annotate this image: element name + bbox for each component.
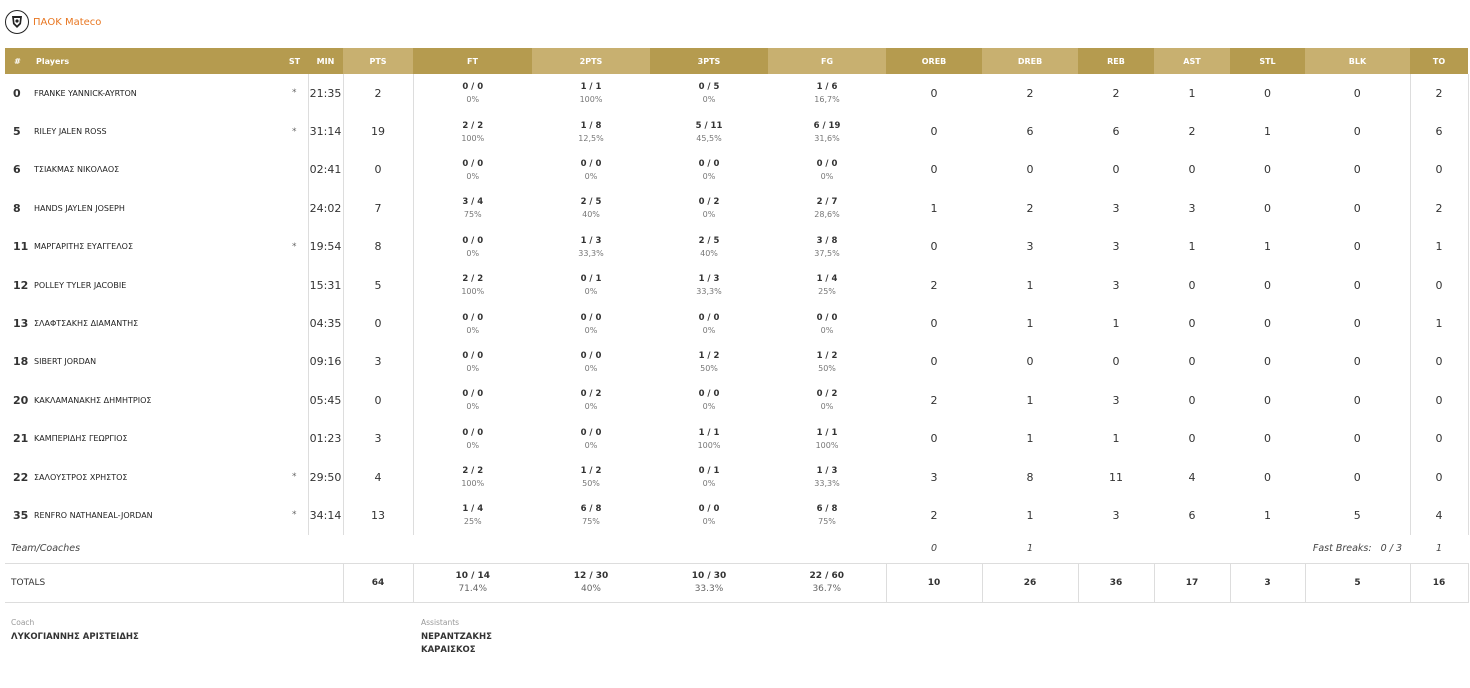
player-ast: 0 (1188, 278, 1196, 292)
player-reb: 3 (1112, 393, 1120, 407)
totals-3pts: 10 / 30 33.3% (650, 563, 768, 602)
player-dreb: 8 (1026, 470, 1034, 484)
totals-blk: 5 (1305, 563, 1410, 602)
totals-ft: 10 / 14 71.4% (413, 563, 532, 602)
player-stl: 0 (1264, 470, 1271, 484)
player-blk: 0 (1353, 470, 1361, 484)
player-ft: 2 / 2 100% (413, 458, 532, 496)
player-fg: 0 / 0 0% (816, 312, 838, 335)
assistants-label: Assistants (421, 618, 460, 627)
player-fg: 3 / 8 37,5% (814, 235, 840, 258)
totals-label: TOTALS (5, 563, 343, 602)
player-reb: 11 (1109, 470, 1123, 484)
player-row[interactable] (5, 112, 1468, 150)
col-header-min: MIN (308, 48, 343, 74)
player-points: 0 (374, 163, 382, 177)
player-number: 8 (13, 201, 21, 215)
player-minutes: 19:54 (308, 228, 343, 266)
player-points: 5 (374, 278, 382, 292)
player-row[interactable] (5, 304, 1468, 342)
player-name[interactable]: ΜΑΡΓΑΡΙΤΗΣ ΕΥΑΓΓΕΛΟΣ (34, 242, 134, 252)
player-reb: 1 (1112, 432, 1120, 446)
team-oreb: 0 (930, 543, 938, 555)
team-dreb: 1 (1026, 543, 1034, 555)
player-row[interactable] (5, 343, 1468, 381)
player-blk: 0 (1353, 163, 1361, 177)
totals-to: 16 (1410, 563, 1468, 602)
player-blk: 0 (1353, 240, 1361, 254)
player-name[interactable]: ΚΑΜΠΕΡΙΔΗΣ ΓΕΩΡΓΙΟΣ (34, 434, 128, 444)
player-to: 0 (1410, 151, 1468, 189)
player-stl: 0 (1264, 355, 1271, 369)
player-points: 8 (374, 240, 382, 254)
player-dreb: 1 (1026, 393, 1034, 407)
player-oreb: 1 (930, 201, 938, 215)
col-header-2pts: 2PTS (532, 48, 650, 74)
col-header-fg: FG (768, 48, 886, 74)
starter-mark: * (281, 112, 308, 150)
player-ft: 0 / 0 0% (413, 420, 532, 458)
player-number: 21 (13, 432, 29, 446)
player-2pts: 0 / 0 0% (580, 158, 602, 181)
fast-breaks (1230, 535, 1410, 564)
player-ast: 0 (1188, 317, 1196, 331)
starter-mark: * (281, 74, 308, 112)
player-2pts: 0 / 0 0% (580, 312, 602, 335)
player-fg: 1 / 4 25% (816, 274, 838, 297)
player-3pts: 0 / 5 0% (698, 82, 720, 105)
player-number: 5 (13, 125, 21, 139)
player-number: 18 (13, 355, 29, 369)
player-points: 2 (374, 86, 382, 100)
player-reb: 0 (1112, 163, 1120, 177)
team-to: 1 (1435, 543, 1443, 555)
player-row[interactable] (5, 381, 1468, 419)
player-fg: 6 / 8 75% (816, 504, 838, 527)
player-minutes: 04:35 (308, 304, 343, 342)
totals-pts: 64 (343, 563, 413, 602)
player-stl: 0 (1264, 163, 1271, 177)
player-name[interactable]: POLLEY TYLER JACOBIE (34, 280, 127, 290)
player-to: 4 (1410, 496, 1468, 534)
player-oreb: 2 (930, 508, 938, 522)
player-to: 6 (1410, 112, 1468, 150)
player-blk: 5 (1353, 508, 1361, 522)
player-minutes: 09:16 (308, 343, 343, 381)
player-minutes: 01:23 (308, 420, 343, 458)
player-ast: 2 (1188, 125, 1196, 139)
player-minutes: 24:02 (308, 189, 343, 227)
player-ast: 3 (1188, 201, 1196, 215)
player-3pts: 1 / 3 33,3% (696, 274, 722, 297)
player-blk: 0 (1353, 278, 1361, 292)
col-header-blk: BLK (1305, 48, 1410, 74)
player-to: 0 (1410, 458, 1468, 496)
player-reb: 3 (1112, 508, 1120, 522)
player-3pts: 0 / 2 0% (698, 197, 720, 220)
player-dreb: 1 (1026, 317, 1034, 331)
assistants-section (421, 618, 492, 657)
player-name[interactable]: ΣΑΛΟΥΣΤΡΟΣ ΧΡΗΣΤΟΣ (34, 472, 128, 482)
player-fg: 2 / 7 28,6% (814, 197, 840, 220)
player-ast: 6 (1188, 508, 1196, 522)
player-number: 6 (13, 163, 21, 177)
assistant-name: ΚΑΡΑΙΣΚΟΣ (421, 645, 476, 655)
player-blk: 0 (1353, 201, 1361, 215)
player-dreb: 1 (1026, 432, 1034, 446)
player-points: 3 (374, 355, 382, 369)
player-3pts: 0 / 0 0% (698, 158, 720, 181)
player-stl: 1 (1264, 125, 1271, 139)
player-points: 4 (374, 470, 382, 484)
player-number: 20 (13, 393, 29, 407)
player-ast: 0 (1188, 393, 1196, 407)
player-2pts: 6 / 8 75% (580, 504, 602, 527)
player-minutes: 02:41 (308, 151, 343, 189)
player-ast: 0 (1188, 432, 1196, 446)
player-ft: 0 / 0 0% (413, 381, 532, 419)
col-header-number: # (5, 48, 30, 74)
coach-label: Coach (11, 618, 35, 627)
player-minutes: 05:45 (308, 381, 343, 419)
team-crest-icon (5, 10, 29, 34)
player-name[interactable]: ΣΛΑΦΤΣΑΚΗΣ ΔΙΑΜΑΝΤΗΣ (34, 319, 139, 329)
player-name[interactable]: RILEY JALEN ROSS (34, 127, 107, 137)
starter-mark (281, 381, 308, 419)
player-2pts: 1 / 1 100% (579, 82, 603, 105)
player-fg: 1 / 1 100% (815, 427, 839, 450)
player-oreb: 0 (930, 240, 938, 254)
player-name[interactable]: ΚΑΚΛΑΜΑΝΑΚΗΣ ΔΗΜΗΤΡΙΟΣ (34, 395, 152, 405)
player-ft: 2 / 2 100% (413, 112, 532, 150)
player-number: 35 (13, 508, 29, 522)
player-3pts: 0 / 0 0% (698, 389, 720, 412)
col-header-st: ST (281, 48, 308, 74)
player-2pts: 2 / 5 40% (580, 197, 602, 220)
player-stl: 0 (1264, 432, 1271, 446)
team-header (5, 10, 101, 34)
col-header-stl: STL (1230, 48, 1305, 74)
player-2pts: 1 / 8 12,5% (578, 120, 604, 143)
player-oreb: 0 (930, 317, 938, 331)
player-stl: 1 (1264, 240, 1271, 254)
player-oreb: 2 (930, 278, 938, 292)
player-fg: 1 / 2 50% (816, 350, 838, 373)
team-name[interactable]: ΠΑΟΚ Mateco (33, 16, 102, 28)
player-name[interactable]: ΤΣΙΑΚΜΑΣ ΝΙΚΟΛΑΟΣ (34, 165, 120, 175)
player-stl: 0 (1264, 86, 1271, 100)
player-2pts: 0 / 1 0% (580, 274, 602, 297)
player-reb: 1 (1112, 317, 1120, 331)
player-fg: 1 / 3 33,3% (814, 466, 840, 489)
table-header-row (5, 48, 1468, 74)
player-blk: 0 (1353, 317, 1361, 331)
col-header-reb: REB (1078, 48, 1154, 74)
player-row[interactable] (5, 189, 1468, 227)
player-minutes: 31:14 (308, 112, 343, 150)
player-minutes: 34:14 (308, 496, 343, 534)
col-header-to: TO (1410, 48, 1468, 74)
player-blk: 0 (1353, 125, 1361, 139)
team-coaches-label: Team/Coaches (11, 543, 81, 555)
starter-mark (281, 420, 308, 458)
player-reb: 6 (1112, 125, 1120, 139)
player-number: 22 (13, 470, 29, 484)
col-header-3pts: 3PTS (650, 48, 768, 74)
starter-mark (281, 343, 308, 381)
player-row[interactable] (5, 420, 1468, 458)
player-points: 19 (371, 125, 385, 139)
player-fg: 0 / 2 0% (816, 389, 838, 412)
player-number: 12 (13, 278, 29, 292)
player-oreb: 0 (930, 86, 938, 100)
totals-oreb: 10 (886, 563, 982, 602)
player-to: 1 (1410, 228, 1468, 266)
player-ft: 0 / 0 0% (413, 228, 532, 266)
player-ft: 1 / 4 25% (413, 496, 532, 534)
player-ast: 0 (1188, 355, 1196, 369)
player-3pts: 0 / 0 0% (698, 504, 720, 527)
player-stl: 0 (1264, 393, 1271, 407)
assistant-name: ΝΕΡΑΝΤΖΑΚΗΣ (421, 632, 492, 642)
player-reb: 0 (1112, 355, 1120, 369)
col-header-pts: PTS (343, 48, 413, 74)
player-ft: 0 / 0 0% (413, 74, 532, 112)
player-row[interactable] (5, 266, 1468, 304)
box-score-table (5, 48, 1469, 603)
player-ft: 0 / 0 0% (413, 151, 532, 189)
player-name[interactable]: FRANKE YANNICK-AYRTON (34, 88, 137, 98)
fast-breaks-value: 0 / 3 (1380, 543, 1402, 555)
player-points: 13 (371, 508, 385, 522)
totals-fg: 22 / 60 36.7% (768, 563, 886, 602)
player-blk: 0 (1353, 393, 1361, 407)
player-3pts: 2 / 5 40% (698, 235, 720, 258)
player-minutes: 15:31 (308, 266, 343, 304)
player-to: 0 (1410, 343, 1468, 381)
player-reb: 2 (1112, 86, 1120, 100)
player-name[interactable]: RENFRO NATHANEAL-JORDAN (34, 510, 153, 520)
totals-dreb: 26 (982, 563, 1078, 602)
player-oreb: 0 (930, 125, 938, 139)
player-oreb: 0 (930, 355, 938, 369)
player-minutes: 29:50 (308, 458, 343, 496)
player-number: 0 (13, 86, 21, 100)
player-points: 3 (374, 432, 382, 446)
starter-mark (281, 266, 308, 304)
player-to: 2 (1410, 189, 1468, 227)
totals-reb: 36 (1078, 563, 1154, 602)
player-to: 0 (1410, 420, 1468, 458)
coach-section (11, 618, 139, 644)
player-to: 1 (1410, 304, 1468, 342)
player-2pts: 0 / 2 0% (580, 389, 602, 412)
player-blk: 0 (1353, 355, 1361, 369)
player-number: 13 (13, 317, 29, 331)
coach-name: ΛΥΚΟΓΙΑΝΝΗΣ ΑΡΙΣΤΕΙΔΗΣ (11, 632, 139, 642)
player-ast: 1 (1188, 240, 1196, 254)
player-dreb: 0 (1026, 355, 1034, 369)
fast-breaks-label: Fast Breaks: (1312, 543, 1372, 555)
player-fg: 6 / 19 31,6% (813, 120, 841, 143)
player-ft: 3 / 4 75% (413, 189, 532, 227)
starter-mark: * (281, 458, 308, 496)
player-name[interactable]: HANDS JAYLEN JOSEPH (34, 203, 125, 213)
player-2pts: 1 / 3 33,3% (578, 235, 604, 258)
player-reb: 3 (1112, 240, 1120, 254)
player-row[interactable] (5, 151, 1468, 189)
player-fg: 1 / 6 16,7% (814, 82, 840, 105)
player-ft: 0 / 0 0% (413, 343, 532, 381)
totals-stl: 3 (1230, 563, 1305, 602)
player-dreb: 3 (1026, 240, 1034, 254)
player-to: 2 (1410, 74, 1468, 112)
col-header-ast: AST (1154, 48, 1230, 74)
player-ast: 1 (1188, 86, 1196, 100)
player-dreb: 0 (1026, 163, 1034, 177)
player-blk: 0 (1353, 86, 1361, 100)
player-ast: 0 (1188, 163, 1196, 177)
player-number: 11 (13, 240, 29, 254)
player-points: 7 (374, 201, 382, 215)
player-stl: 1 (1264, 508, 1271, 522)
player-minutes: 21:35 (308, 74, 343, 112)
team-coaches-row (5, 535, 1468, 564)
player-name[interactable]: SIBERT JORDAN (34, 357, 97, 367)
player-oreb: 0 (930, 163, 938, 177)
player-blk: 0 (1353, 432, 1361, 446)
player-3pts: 1 / 1 100% (697, 427, 721, 450)
player-3pts: 1 / 2 50% (698, 350, 720, 373)
player-points: 0 (374, 317, 382, 331)
starter-mark (281, 189, 308, 227)
player-row[interactable] (5, 496, 1468, 534)
player-stl: 0 (1264, 278, 1271, 292)
totals-row (5, 563, 1468, 602)
player-to: 0 (1410, 381, 1468, 419)
player-dreb: 2 (1026, 86, 1034, 100)
player-dreb: 6 (1026, 125, 1034, 139)
totals-2pts: 12 / 30 40% (532, 563, 650, 602)
player-ast: 4 (1188, 470, 1196, 484)
player-stl: 0 (1264, 201, 1271, 215)
player-row[interactable] (5, 228, 1468, 266)
player-2pts: 0 / 0 0% (580, 350, 602, 373)
player-ft: 2 / 2 100% (413, 266, 532, 304)
col-header-players: Players (30, 48, 281, 74)
player-fg: 0 / 0 0% (816, 158, 838, 181)
player-2pts: 1 / 2 50% (580, 466, 602, 489)
player-2pts: 0 / 0 0% (580, 427, 602, 450)
player-3pts: 5 / 11 45,5% (695, 120, 723, 143)
player-dreb: 2 (1026, 201, 1034, 215)
player-reb: 3 (1112, 201, 1120, 215)
starter-mark (281, 304, 308, 342)
player-stl: 0 (1264, 317, 1271, 331)
player-row[interactable] (5, 74, 1468, 112)
totals-ast: 17 (1154, 563, 1230, 602)
player-points: 0 (374, 393, 382, 407)
starter-mark (281, 151, 308, 189)
player-oreb: 0 (930, 432, 938, 446)
player-dreb: 1 (1026, 508, 1034, 522)
starter-mark: * (281, 228, 308, 266)
player-row[interactable] (5, 458, 1468, 496)
col-header-ft: FT (413, 48, 532, 74)
player-3pts: 0 / 0 0% (698, 312, 720, 335)
starter-mark: * (281, 496, 308, 534)
col-header-dreb: DREB (982, 48, 1078, 74)
player-oreb: 2 (930, 393, 938, 407)
player-dreb: 1 (1026, 278, 1034, 292)
player-oreb: 3 (930, 470, 938, 484)
player-to: 0 (1410, 266, 1468, 304)
player-reb: 3 (1112, 278, 1120, 292)
col-header-oreb: OREB (886, 48, 982, 74)
player-ft: 0 / 0 0% (413, 304, 532, 342)
player-3pts: 0 / 1 0% (698, 466, 720, 489)
